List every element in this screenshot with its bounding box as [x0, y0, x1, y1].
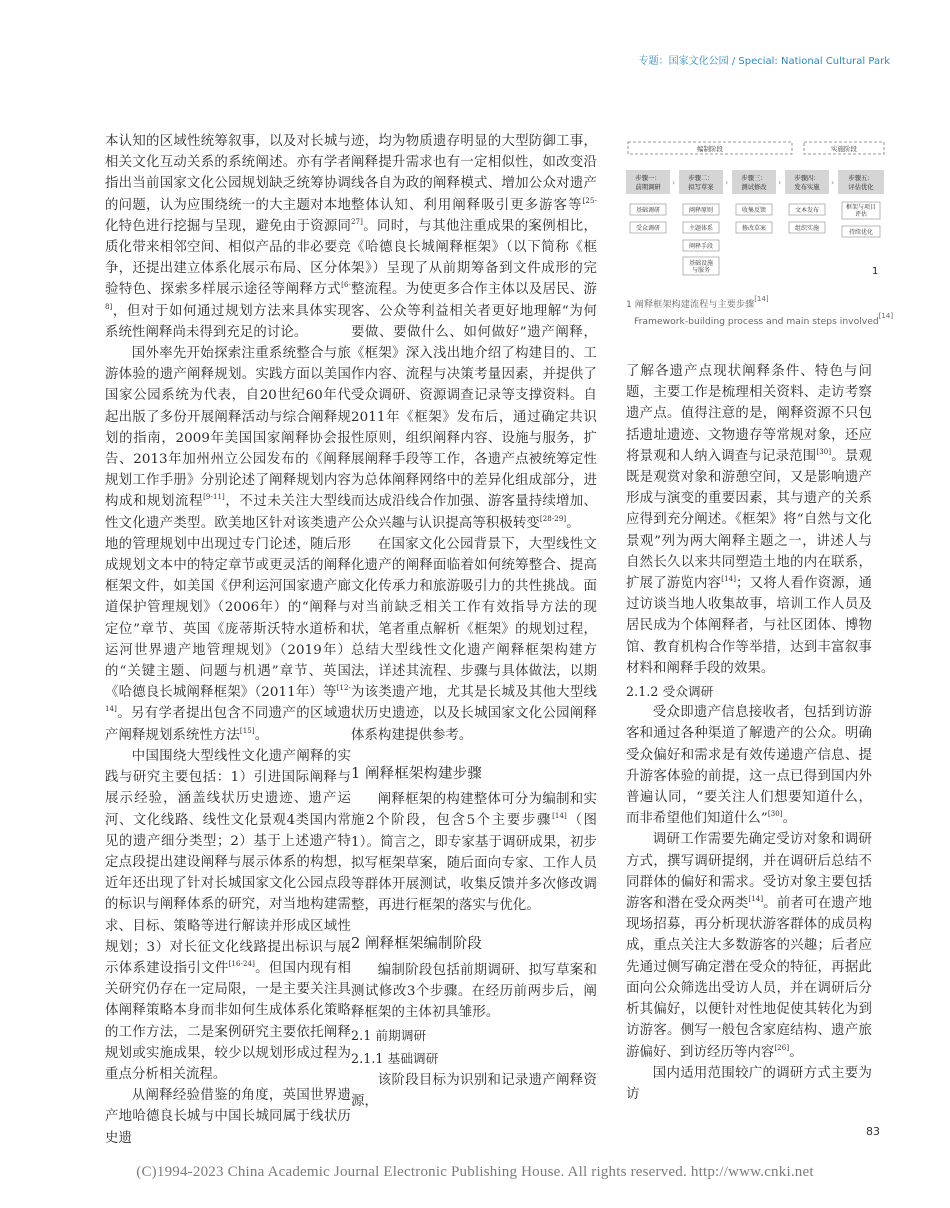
figure-number: 1 — [872, 266, 879, 277]
section-heading: 2 阐释框架编制阶段 — [351, 936, 482, 953]
copyright-footer: (C)1994-2023 China Academic Journal Electronic Publishing House. All rights reserved. http://www.cnki.net — [136, 1164, 814, 1180]
step-5-label: 步骤五： — [848, 175, 874, 182]
paragraph: 受众即遗产信息接收者，包括到访游客和通过各种渠道了解遗产的公众。明确受众偏好和需求是有效传递遗产信息、提升游客体验的前提，这一点已得到国内外普遍认同，“要关注人们想要知道什么，而非希望他们知道什么”[30]。 — [626, 705, 872, 827]
sub-evaluation: 评估 — [854, 211, 868, 218]
subsubsection-heading: 2.1.1 基础调研 — [351, 1051, 439, 1067]
subsection-heading: 2.1 前期调研 — [351, 1028, 427, 1044]
sub-revise: 修改草案 — [741, 225, 767, 232]
paragraph: 国内适用范围较广的调研方式主要为访 — [626, 1065, 872, 1102]
phase-edit-label: 编制阶段 — [697, 145, 723, 153]
phase-impl-label: 实施阶段 — [831, 145, 857, 153]
sub-themes: 主题体系 — [688, 225, 714, 232]
paragraph: 从阐释经验借鉴的角度，英国世界遗产地哈德良长城与中国长城同属于线状历史遗 — [105, 1088, 351, 1146]
sub-framework-project: 框架与项目 — [845, 204, 877, 211]
svg-text:›: › — [831, 178, 835, 187]
sub-publish: 文本发布 — [794, 207, 820, 214]
svg-text:›: › — [778, 178, 782, 187]
section-heading: 1 阐释框架构建步骤 — [351, 765, 482, 782]
running-header: 专题：国家文化公园 / Special: National Cultural Park — [638, 56, 890, 67]
step-3-label: 步骤三： — [741, 175, 767, 182]
paragraph: 了解各遗产点现状阐释条件、特色与问题，主要工作是梳理相关资料、走访考察遗产点。值得注意的是，阐释资源不只包括遗址遗迹、文物遗存等常规对象，还应将景观和人纳入调查与记录范围[30]。景观既是观赏对象和游憩空间，又是影响遗产形成与演变的重要因素，其与遗产的关系应得到充分阐述。《框架》将“自然与文化景观”列为两大阐释主题之一，讲述人与自然长久以来共同塑造土地的内在联系，扩展了游览内容[14]；又将人看作资源，通过访谈当地人收集故事，培训工作人员及居民成为个体阐释者，与社区团体、博物馆、教育机构合作等举措，达到丰富叙事材料和阐释手段的效果。 — [626, 364, 873, 676]
page-number: 83 — [866, 1125, 880, 1138]
paragraph: 本认知的区域性统筹叙事，以及对长城与相关文化互动关系的系统阐述。亦有学者指出当前国家文化公园规划缺乏统筹协调的问题，认为应围绕统一的大主题对本地化特色进行挖掘与呈现，避免由于资源同质化带来相邻空间、相似产品的非必要竞争，还提出建立体系化展示布局、区分体验特色、探索多样展示途径等阐释方式[6-8]，但对于如何通过规划方法来具体实现系统性阐释尚未得到充足的讨论。 — [105, 134, 351, 340]
step-1-label: 步骤一： — [635, 175, 661, 182]
paragraph: 在国家文化公园背景下，大型线性文化遗产的阐释面临着如何统筹整合、提高文化传承力和旅游吸引力的共性挑战。面对当前缺乏相关工作有效指导方法的现状，笔者重点解析《框架》的规划过程，总结大型线性文化遗产阐释框架构建方法，详述其流程、步骤与具体做法，以期为该类遗产地，尤其是长城及其他大型线状历史遗迹，以及长城国家文化公园阐释体系构建提供参考。 — [351, 536, 597, 743]
column-2 — [351, 131, 597, 1112]
paragraph: 该阶段目标为识别和记录遗产阐释资源， — [351, 1072, 597, 1109]
framework-flow-diagram — [626, 140, 886, 290]
sub-implement: 组织实施 — [794, 225, 820, 232]
step-4-title: 发布实施 — [794, 184, 820, 191]
column-1 — [105, 131, 351, 1149]
sub-principles: 阐释原则 — [688, 207, 714, 214]
sub-facilities: 基础设施 — [688, 260, 714, 267]
step-2-title: 拟写草案 — [688, 184, 714, 191]
step-3-title: 测试修改 — [741, 184, 767, 191]
sub-audience-survey: 受众调研 — [635, 225, 661, 232]
step-5-title: 评估优化 — [848, 184, 874, 191]
paragraph: 国外率先开始探索注重系统整合与旅游体验的遗产阐释规划。实践方面以美国国家公园系统为代表，自20世纪60年代起出版了多份开展阐释活动与综合阐释规划的指南，2009年美国国家阐释协会报告、2013年加州州立公园发布的《阐释规划工作手册》分别论述了阐释规划内容构成和规划流程[9-11]，不过未关注大型线性文化遗产类型。欧美地区针对该类遗产地的管理规划中出现过专门论述，随后形成规划文本中的特定章节或更灵活的阐释框架文件，如美国《伊利运河国家遗产廊道保护管理规划》（2006年）的“阐释与定位”章节、英国《庞蒂斯沃特水道桥和运河世界遗产地管理规划》（2019年）的“关键主题、问题与机遇”章节、英国《哈德良长城阐释框架》（2011年）等[12-14]。另有学者提出包含不同遗产的区域遗产阐释规划系统性方法[15]。 — [105, 346, 351, 743]
figure-caption: 1 阐释框架构建流程与主要步骤[14] Framework-building process and main steps involved[14] — [626, 295, 894, 327]
paragraph: 迹，均为物质遗存明显的大型防御工事，阐释提升需求也有一定相似性，如改变沿线各自为政的阐释模式、增加公众对遗产整体认知、利用阐释吸引更多游客等[25-27]。同时，与其他注重成果的案例相比，《哈德良长城阐释框架》（以下简称《框架》）呈现了从前期筹备到文件成形的完整流程。为使更多合作主体以及居民、游客、公众等利益相关者更好地理解“为何要做、要做什么、如何做好”遗产阐释，《框架》深入浅出地介绍了构建目的、工作内容、流程与决策考量因素，并提供了受众调研、资源调查记录等支撑资料。自2011年《框架》发布后，通过确定共识性原则，组织阐释内容、设施与服务，扩展阐释手段等工作，各遗产点被统筹定性为总体阐释网络中的差异化组成部分，进而达成沿线合作加强、游客量持续增加、公众兴趣与认识提高等积极转变[28-29]。 — [351, 134, 597, 531]
sub-optimize: 持续优化 — [848, 229, 874, 236]
step-1-title: 前期调研 — [635, 184, 661, 191]
paragraph: 调研工作需要先确定受访对象和调研方式，撰写调研提纲，并在调研后总结不同群体的偏好和需求。受访对象主要包括游客和潜在受众两类[14]。前者可在遗产地现场招募，再分析现状游客群体的成员构成，重点关注大多数游客的兴趣；后者应先通过侧写确定潜在受众的特征，再据此面向公众筛选出受访人员，并在调研后分析其偏好，以便针对性地促使其转化为到访游客。侧写一般包含家庭结构、遗产旅游偏好、到访经历等内容[26]。 — [626, 832, 872, 1060]
paragraph: 中国围绕大型线性文化遗产阐释的实践与研究主要包括：1）引进国际阐释与展示经验，涵盖线状历史遗迹、遗产运河、文化线路、线性文化景观4类国内常见的遗产细分类型；2）基于上述遗产特定点段提出建设阐释与展示体系的构想，近年还出现了针对长城国家文化公园点段的标识与阐释体系的研究，对当地构建需求、目标、策略等进行解读并形成区域性规划；3）对长征文化线路提出标识与展示体系建设指引文件[16-24]。但国内现有相关研究仍存在一定局限，一是主要关注具体阐释策略本身而非如何生成体系化策略的工作方法，二是案例研究主要依托阐释规划或实施成果，较少以规划形成过程为重点分析相关流程。 — [105, 748, 352, 1082]
step-2-label: 步骤二： — [688, 175, 714, 182]
step-4-label: 步骤四： — [794, 175, 820, 182]
paragraph: 阐释框架的构建整体可分为编制和实施2个阶段，包含5个主要步骤[14]（图1）。简言之，即专家基于调研成果，初步拟写框架草案，随后面向专家、工作人员等群体开展测试，收集反馈并多次修改调整，再进行框架的落实与优化。 — [351, 792, 597, 914]
svg-text:›: › — [672, 178, 676, 187]
svg-text:›: › — [725, 178, 729, 187]
column-3 — [626, 361, 872, 1105]
subsubsection-heading: 2.1.2 受众调研 — [626, 684, 714, 700]
sub-feedback: 收集反馈 — [741, 207, 767, 214]
sub-methods: 阐释手段 — [688, 243, 714, 250]
sub-services: 与服务 — [691, 267, 711, 274]
paragraph: 编制阶段包括前期调研、拟写草案和测试修改3个步骤。在经历前两步后，阐释框架的主体初具雏形。 — [351, 962, 597, 1020]
sub-basic-survey: 基础调研 — [635, 207, 661, 214]
